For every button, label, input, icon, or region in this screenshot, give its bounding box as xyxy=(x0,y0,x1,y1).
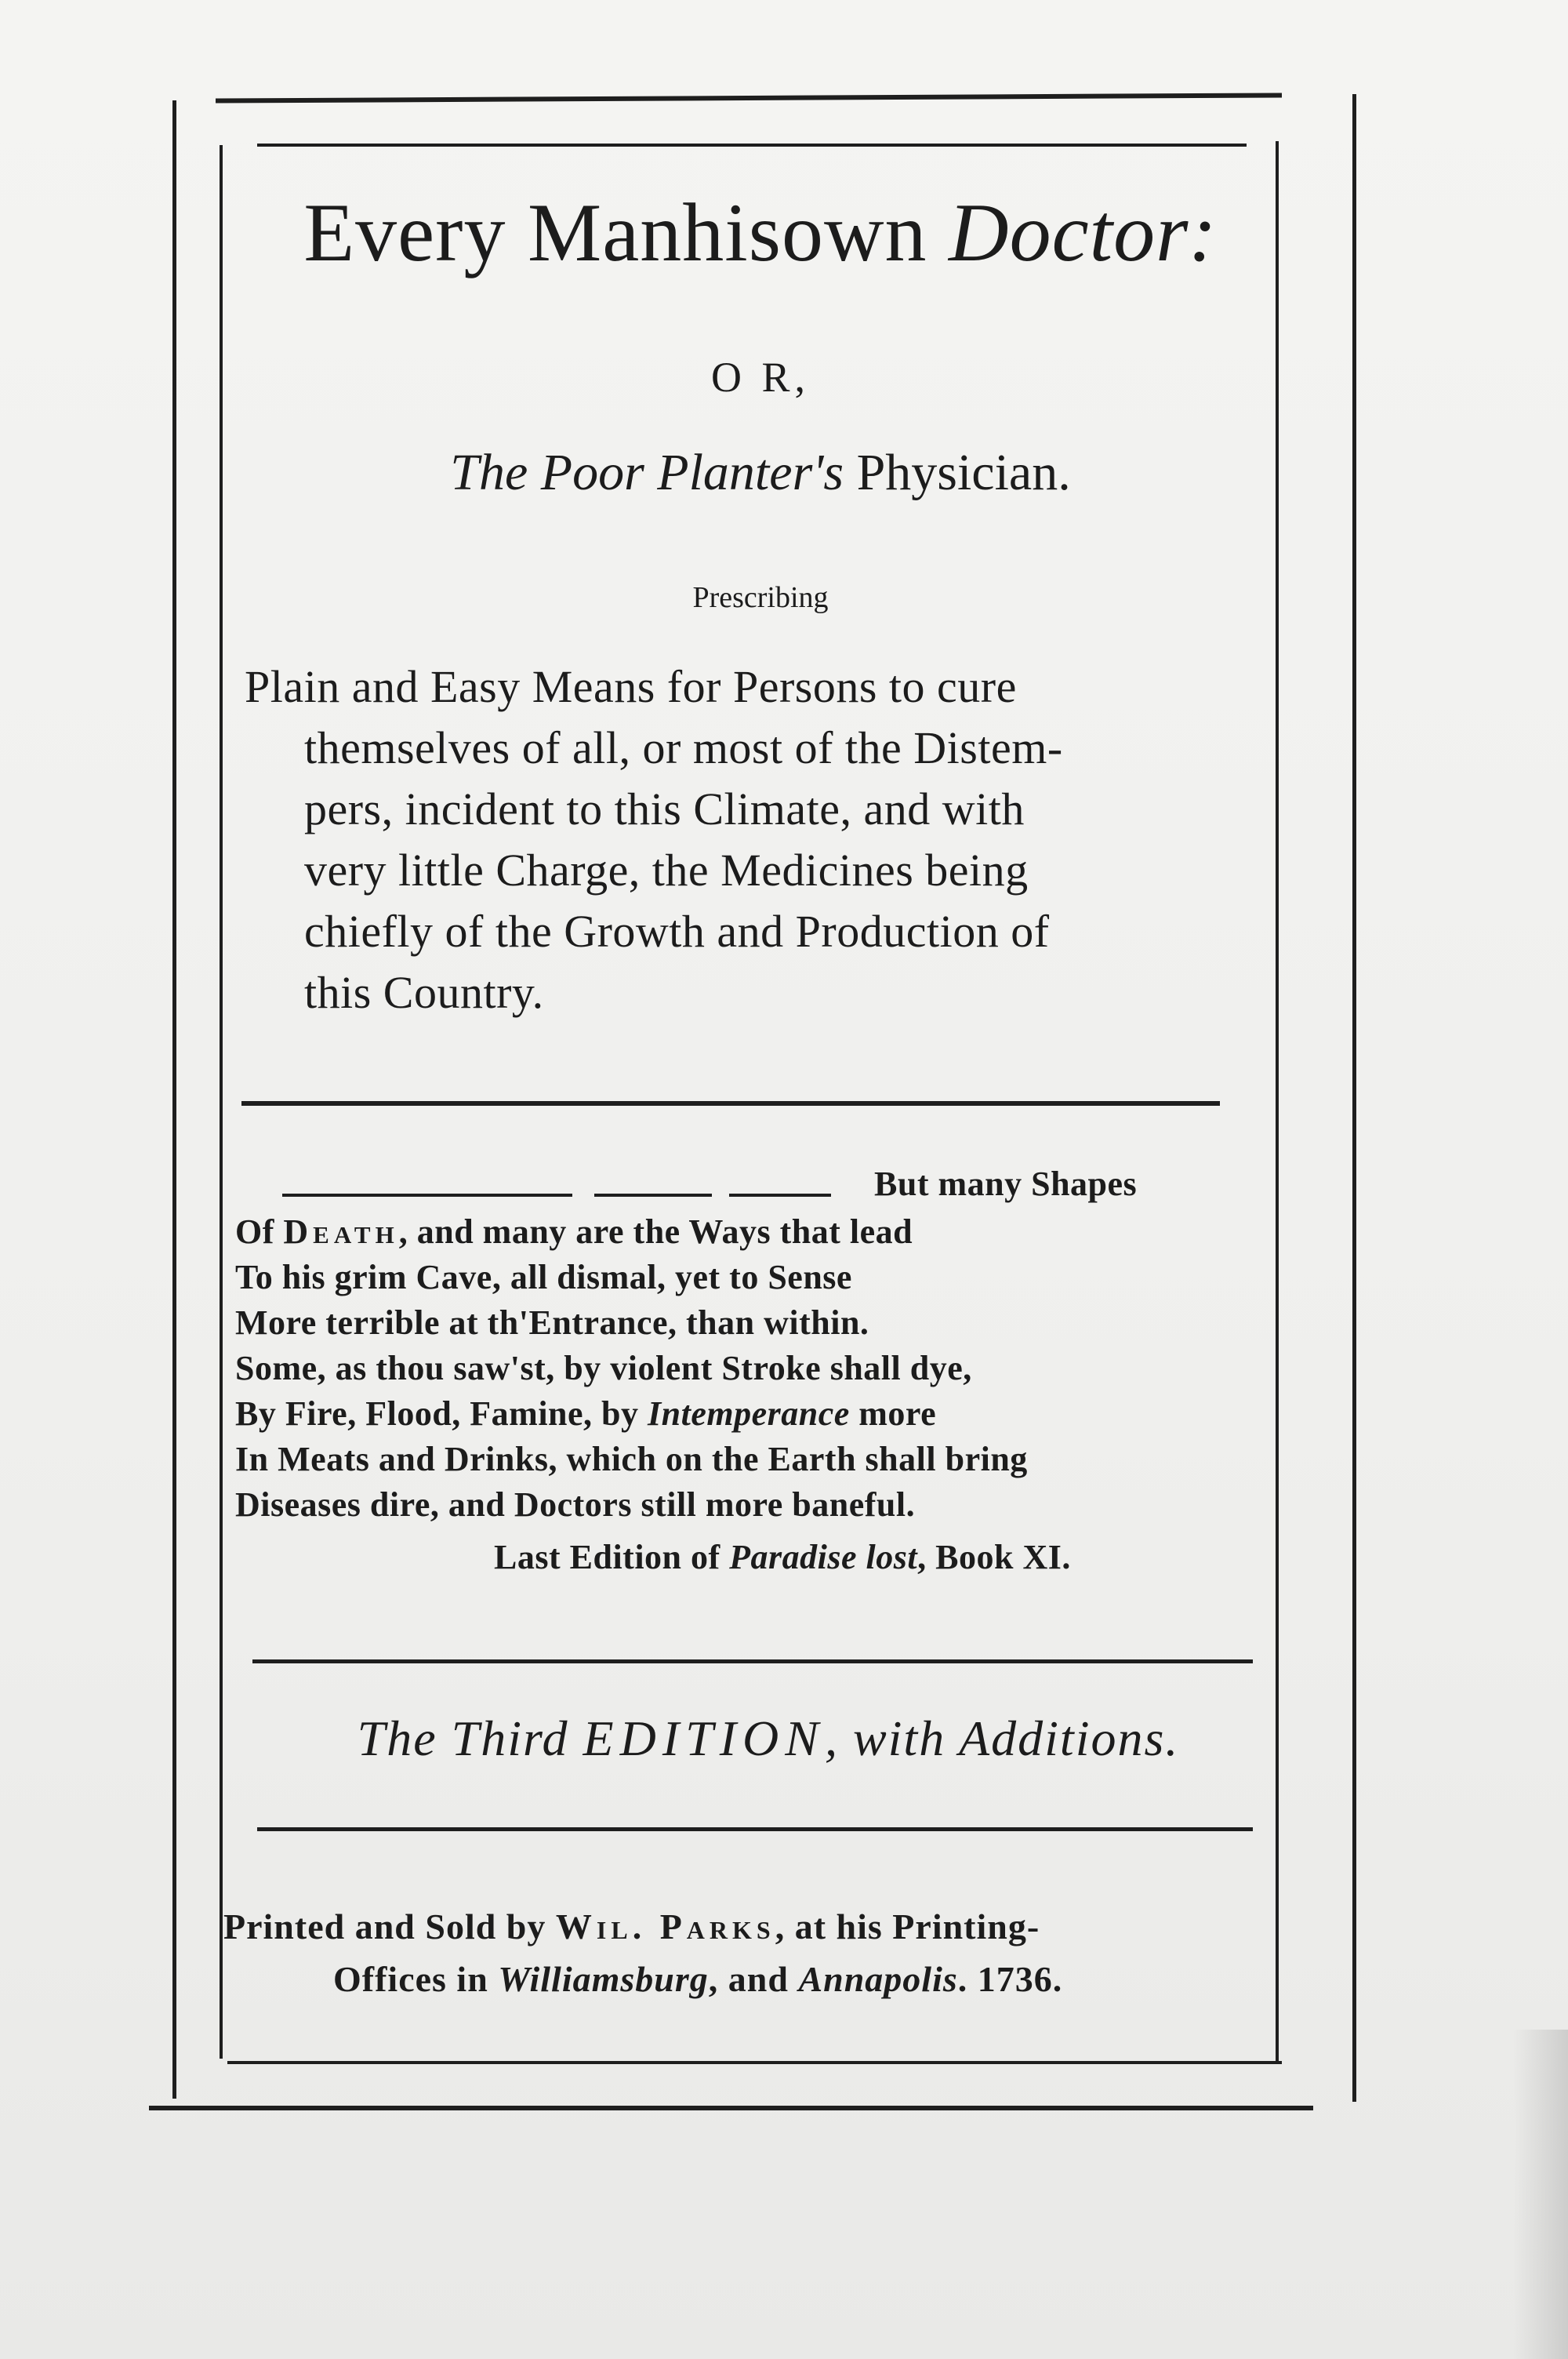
quote-dash xyxy=(282,1194,572,1197)
quote-text: more xyxy=(849,1394,937,1433)
separator-rule xyxy=(252,1659,1253,1663)
quote-line: More terrible at th'Entrance, than within. xyxy=(235,1303,869,1342)
edition-text: , with Additions. xyxy=(824,1710,1180,1766)
imprint-line-1 xyxy=(223,1906,1040,1947)
page-title xyxy=(251,185,1270,281)
place-williamsburg: Williamsburg xyxy=(498,1959,709,1999)
frame-outer-right xyxy=(1352,94,1356,2102)
title-doctor: Doctor: xyxy=(949,187,1218,278)
edition-caps: EDITION xyxy=(583,1710,825,1766)
page-edge-shadow xyxy=(1513,2030,1568,2359)
frame-inner-top xyxy=(257,144,1247,147)
frame-inner-right xyxy=(1276,141,1279,2063)
quote-first-line: But many Shapes xyxy=(874,1165,1138,1203)
quote-paradise-lost: Paradise lost xyxy=(729,1538,918,1576)
quote-source xyxy=(494,1537,1071,1577)
description-line: pers, incident to this Climate, and with xyxy=(304,783,1025,834)
quote-death-caps: Death xyxy=(283,1212,399,1251)
printer-name: Wil. Parks xyxy=(555,1906,775,1946)
separator-rule xyxy=(257,1827,1253,1831)
imprint-line-2 xyxy=(333,1958,1062,2000)
title-main: Every Manhisown xyxy=(303,187,949,278)
frame-outer-bottom xyxy=(149,2106,1313,2110)
quote-intemperance: Intemperance xyxy=(648,1394,850,1433)
separator-rule xyxy=(241,1101,1220,1106)
quote-text: , and many are the Ways that lead xyxy=(398,1212,913,1251)
subtitle-roman: Physician. xyxy=(856,444,1071,501)
subtitle-italic: The Poor Planter's xyxy=(450,444,857,501)
quote-line-death xyxy=(235,1212,913,1252)
imprint-text: Offices in xyxy=(333,1959,499,1999)
frame-inner-bottom xyxy=(227,2061,1282,2064)
description-line: Plain and Easy Means for Persons to cure xyxy=(245,661,1017,712)
imprint-date: . 1736. xyxy=(957,1959,1063,1999)
edition-line xyxy=(227,1710,1309,1768)
quote-dash xyxy=(729,1194,831,1197)
description-line: themselves of all, or most of the Distem- xyxy=(304,722,1063,773)
description-line: this Country. xyxy=(304,967,544,1018)
imprint-text: Printed and Sold by xyxy=(223,1906,556,1946)
prescribing-label: Prescribing xyxy=(692,581,829,614)
imprint-text: , at his Printing- xyxy=(775,1906,1040,1946)
frame-outer-left xyxy=(172,100,176,2099)
quote-text: Of xyxy=(235,1212,284,1251)
imprint-text: , and xyxy=(708,1959,799,1999)
quote-text: , Book XI. xyxy=(917,1538,1071,1576)
description-line: chiefly of the Growth and Production of xyxy=(304,906,1050,957)
edition-text: The Third xyxy=(357,1710,583,1766)
quote-line: To his grim Cave, all dismal, yet to Sense xyxy=(235,1258,852,1296)
frame-inner-left xyxy=(220,145,223,2059)
quote-line: Diseases dire, and Doctors still more baneful. xyxy=(235,1485,916,1524)
quote-line: In Meats and Drinks, which on the Earth shall bring xyxy=(235,1440,1028,1478)
subtitle xyxy=(251,443,1270,503)
or-line: O R, xyxy=(710,354,810,401)
description-line: very little Charge, the Medicines being xyxy=(304,845,1029,896)
quote-dash xyxy=(594,1194,712,1197)
quote-line-fire xyxy=(235,1394,936,1434)
quote-line: Some, as thou saw'st, by violent Stroke shall dye, xyxy=(235,1349,972,1387)
place-annapolis: Annapolis xyxy=(798,1959,958,1999)
quote-text: Last Edition of xyxy=(494,1538,730,1576)
quote-text: By Fire, Flood, Famine, by xyxy=(235,1394,648,1433)
